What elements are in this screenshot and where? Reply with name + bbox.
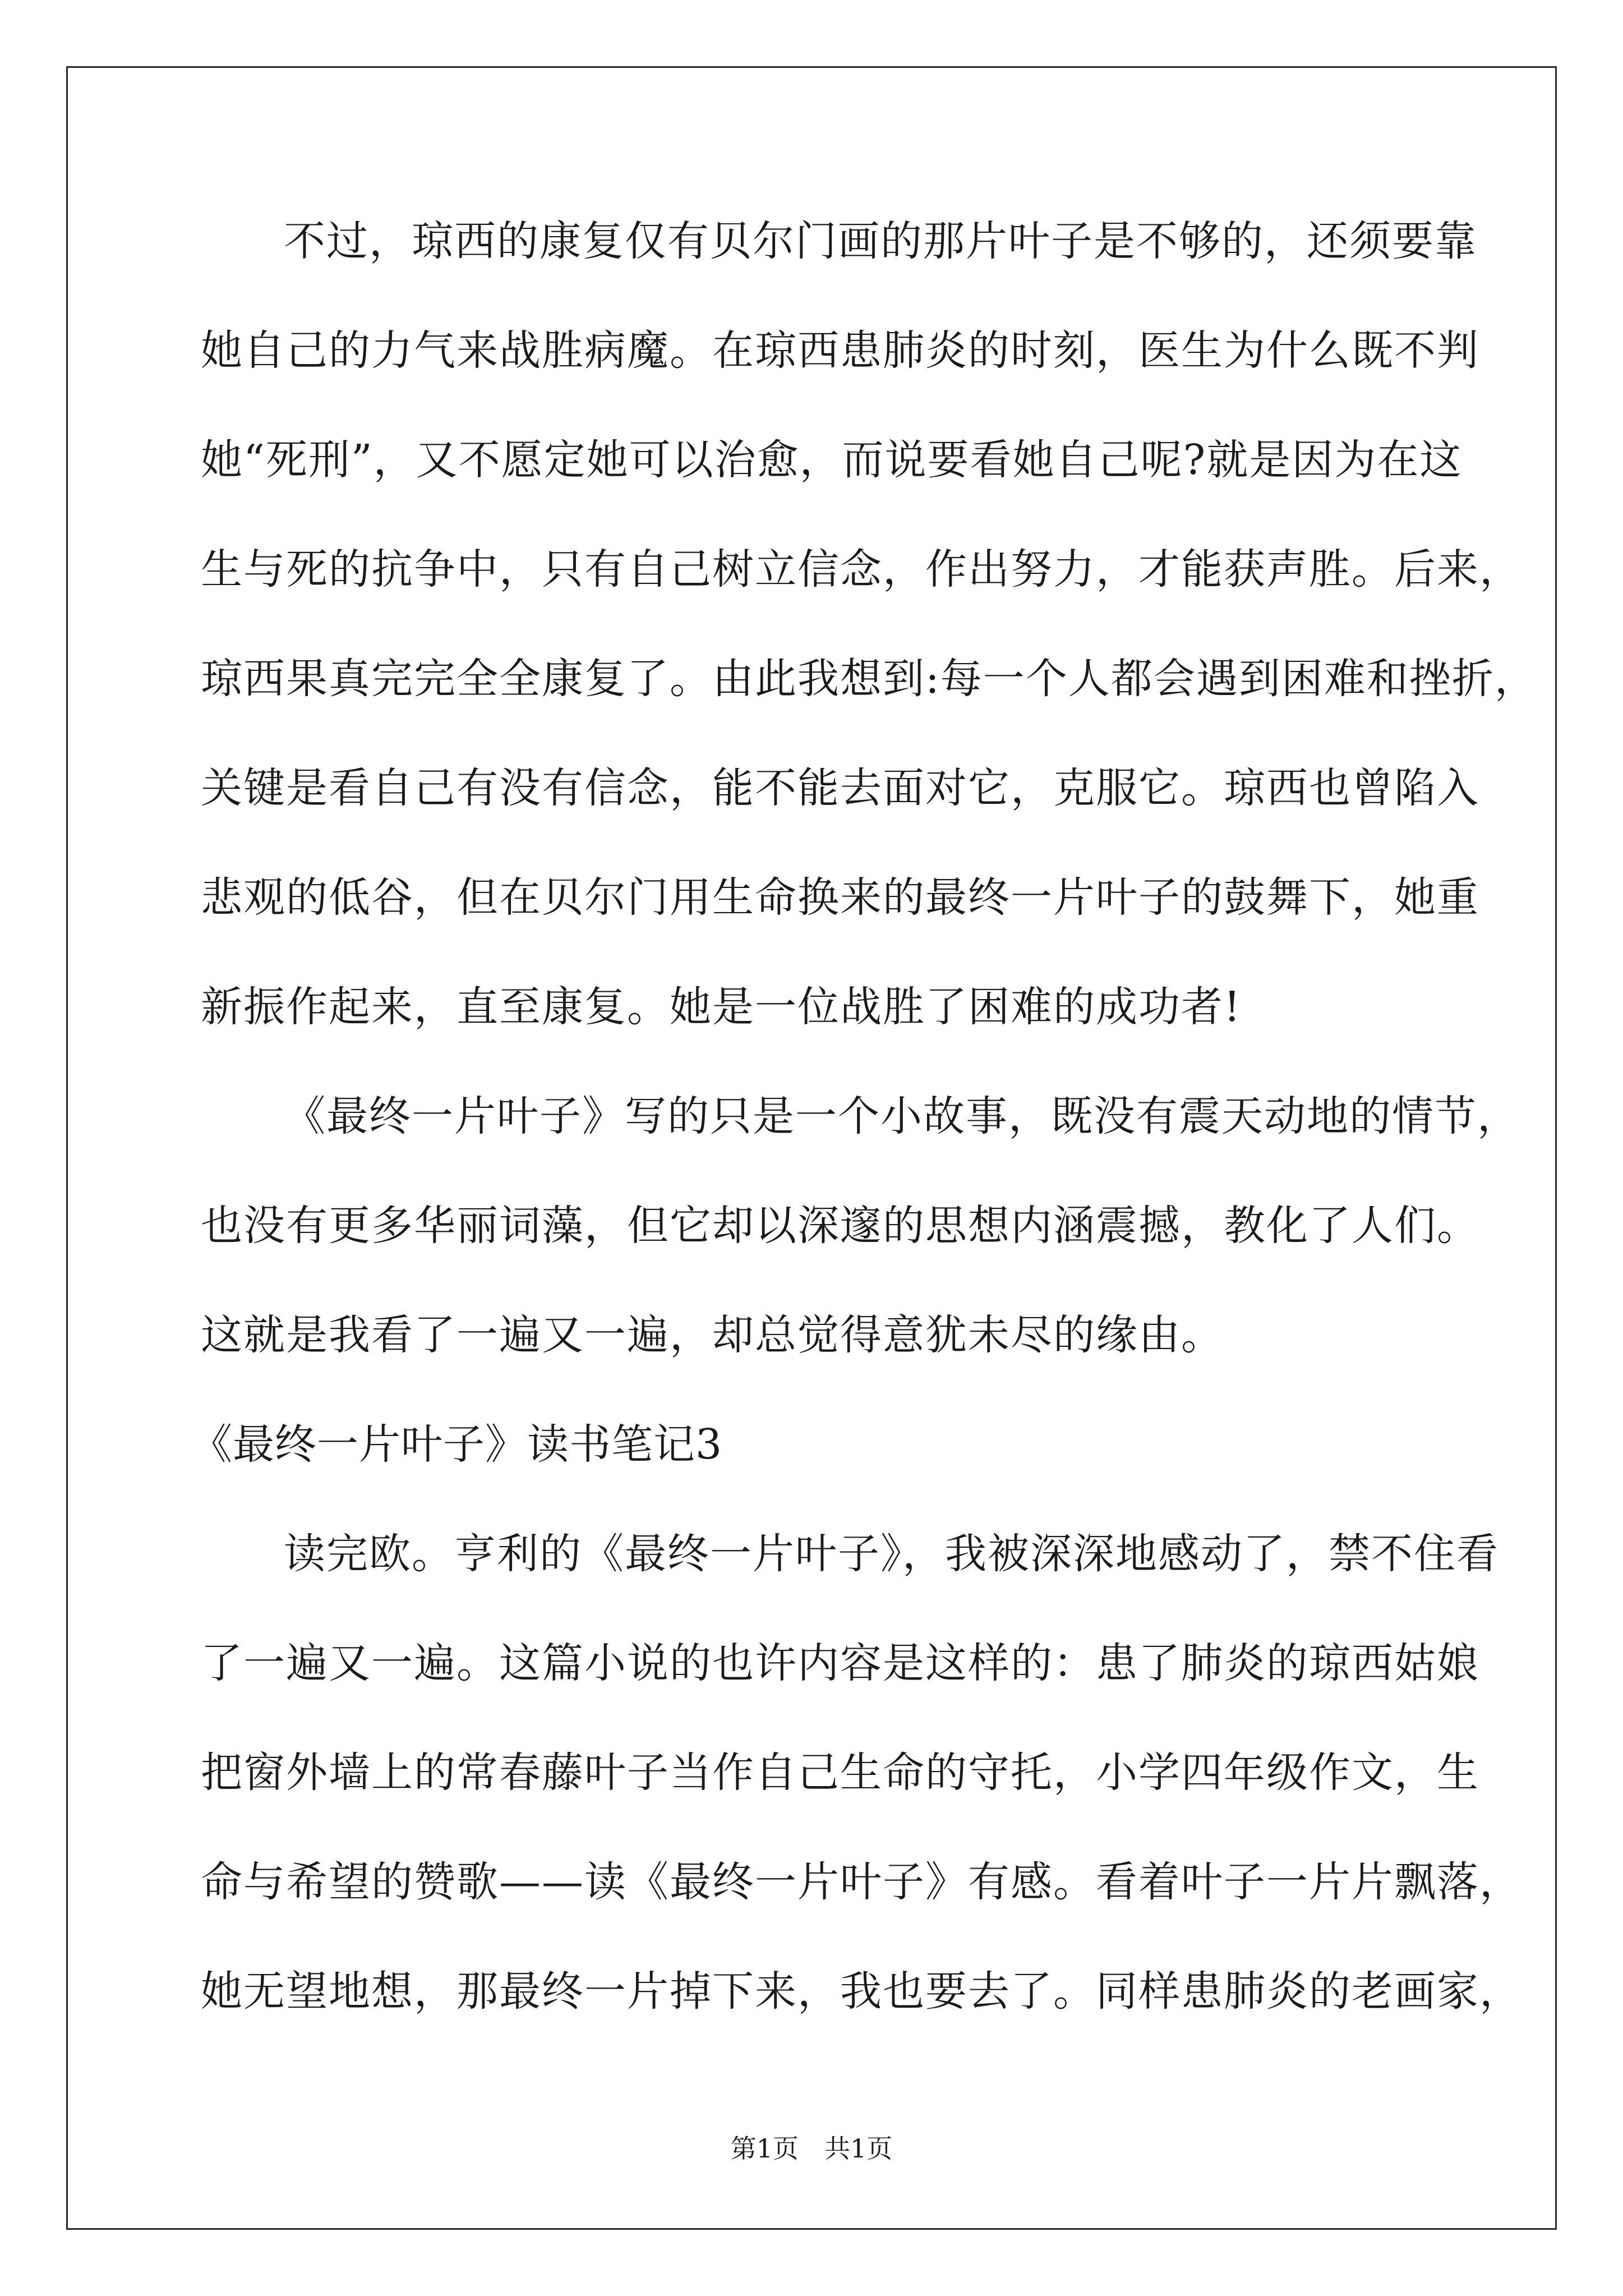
text-line: 读完欧。亨利的《最终一片叶子》，我被深深地感动了，禁不住看 <box>284 1530 1499 1578</box>
text-line: 她“死刑”，又不愿定她可以治愈，而说要看她自己呢?就是因为在这 <box>201 436 1463 484</box>
text-line: 悲观的低谷，但在贝尔门用生命换来的最终一片叶子的鼓舞下，她重 <box>201 873 1479 922</box>
text-line: 她无望地想，那最终一片掉下来，我也要去了。同样患肺炎的老画家， <box>201 1967 1522 2016</box>
text-line: 她自己的力气来战胜病魔。在琼西患肺炎的时刻，医生为什么既不判 <box>201 326 1479 375</box>
page-footer: 第1页 共1页 <box>730 2133 893 2164</box>
text-line: 把窗外墙上的常春藤叶子当作自己生命的守托，小学四年级作文，生 <box>201 1749 1479 1797</box>
section-heading: 《最终一片叶子》读书笔记3 <box>191 1420 723 1469</box>
text-line: 不过，琼西的康复仅有贝尔门画的那片叶子是不够的，还须要靠 <box>284 217 1477 265</box>
text-line: 琼西果真完完全全康复了。由此我想到:每一个人都会遇到困难和挫折， <box>201 655 1537 703</box>
text-line: 新振作起来，直至康复。她是一位战胜了困难的成功者! <box>201 983 1242 1031</box>
text-line: 了一遍又一遍。这篇小说的也许内容是这样的：患了肺炎的琼西姑娘 <box>201 1639 1479 1687</box>
text-line: 也没有更多华丽词藻，但它却以深邃的思想内涵震撼，教化了人们。 <box>201 1202 1479 1250</box>
text-line: 命与希望的赞歌——读《最终一片叶子》有感。看着叶子一片片飘落， <box>201 1858 1522 1906</box>
text-line: 关键是看自己有没有信念，能不能去面对它，克服它。琼西也曾陷入 <box>201 764 1479 812</box>
text-line: 这就是我看了一遍又一遍，却总觉得意犹未尽的缘由。 <box>201 1311 1224 1359</box>
text-line: 《最终一片叶子》写的只是一个小故事，既没有震天动地的情节， <box>284 1092 1520 1140</box>
document-body <box>191 213 1537 2073</box>
text-line: 生与死的抗争中，只有自己树立信念，作出努力，才能获声胜。后来， <box>201 545 1522 593</box>
